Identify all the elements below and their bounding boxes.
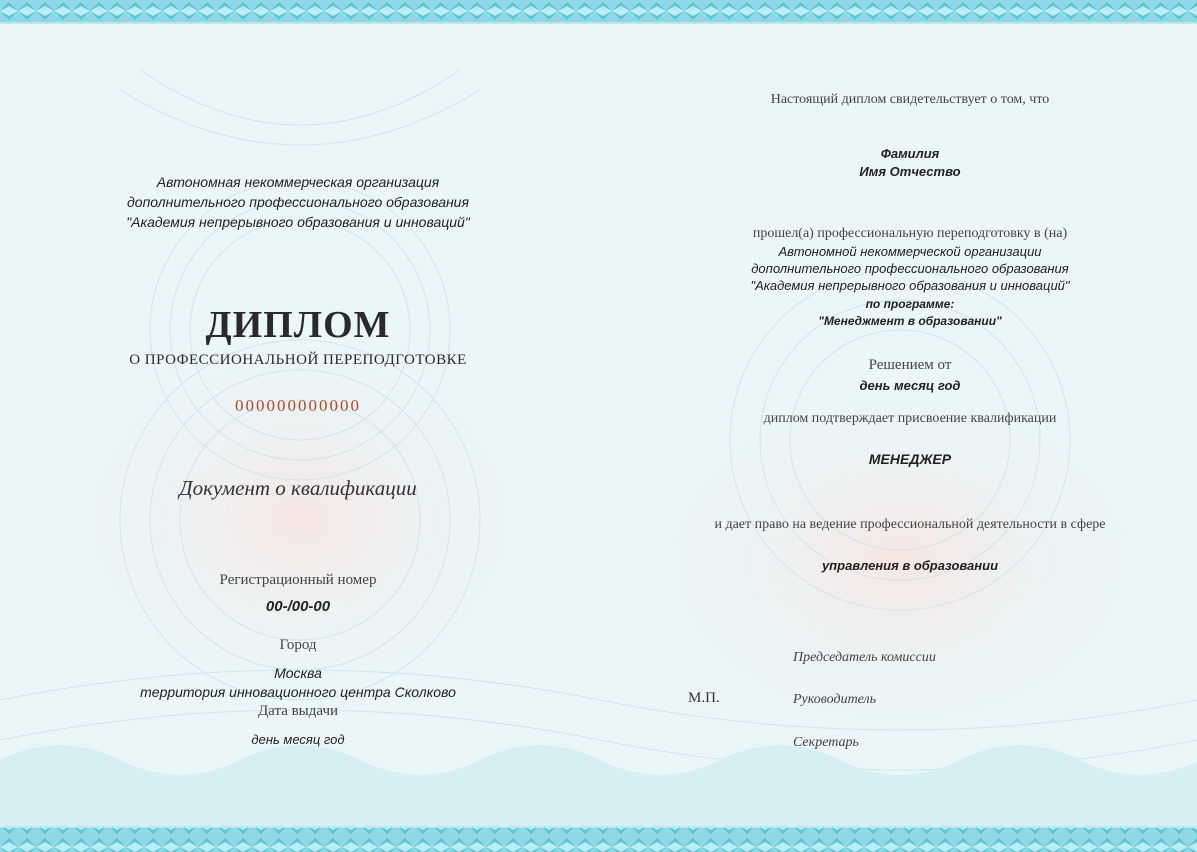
program-block	[660, 296, 1160, 330]
diploma-title: ДИПЛОМ	[205, 304, 391, 346]
signature-secretary: Секретарь	[793, 735, 859, 750]
professional-right-text: и дает право на ведение профессиональной деятельности в сфере	[714, 517, 1106, 532]
org-line: дополнительного профессионального образования	[127, 194, 469, 210]
org-line: "Академия непрерывного образования и инноваций"	[750, 278, 1070, 293]
program-name: "Менеджмент в образовании"	[818, 314, 1002, 328]
registration-label: Регистрационный номер	[219, 572, 377, 588]
signature-chairman: Председатель комиссии	[793, 650, 936, 665]
qualification-value: МЕНЕДЖЕР	[868, 451, 952, 467]
diploma-number: 000000000000	[235, 396, 361, 415]
decision-label: Решением от	[868, 357, 952, 373]
stamp-place: М.П.	[688, 690, 720, 706]
org-line: Автономной некоммерческой организации	[778, 244, 1042, 259]
issue-date-label: Дата выдачи	[257, 703, 339, 719]
recipient-name	[660, 145, 1160, 181]
org-line: дополнительного профессионального образования	[751, 261, 1069, 276]
org-line: Автономная некоммерческая организация	[156, 174, 440, 190]
city-line: Москва	[274, 665, 322, 681]
recipient-given-names: Имя Отчество	[859, 164, 961, 179]
city-label: Город	[279, 637, 317, 653]
issue-date-value: день месяц год	[251, 732, 345, 747]
city-line: территория инновационного центра Сколково	[140, 684, 456, 700]
program-label: по программе:	[865, 297, 955, 311]
document-type: Документ о квалификации	[179, 476, 417, 500]
qualification-text: диплом подтверждает присвоение квалификации	[763, 411, 1057, 426]
city-value	[48, 664, 548, 702]
training-organization	[660, 243, 1160, 294]
intro-text: Настоящий диплом свидетельствует о том, что	[770, 92, 1050, 107]
diploma-subtitle: О ПРОФЕССИОНАЛЬНОЙ ПЕРЕПОДГОТОВКЕ	[129, 352, 467, 368]
issuing-organization	[48, 172, 548, 232]
org-line: "Академия непрерывного образования и инноваций"	[126, 214, 470, 230]
signature-director: Руководитель	[793, 692, 877, 707]
professional-sphere: управления в образовании	[821, 558, 999, 573]
registration-number: 00-/00-00	[265, 598, 331, 615]
completion-text: прошел(а) профессиональную переподготовку в (на)	[752, 226, 1068, 241]
decision-date: день месяц год	[859, 378, 961, 393]
recipient-surname: Фамилия	[880, 146, 940, 161]
